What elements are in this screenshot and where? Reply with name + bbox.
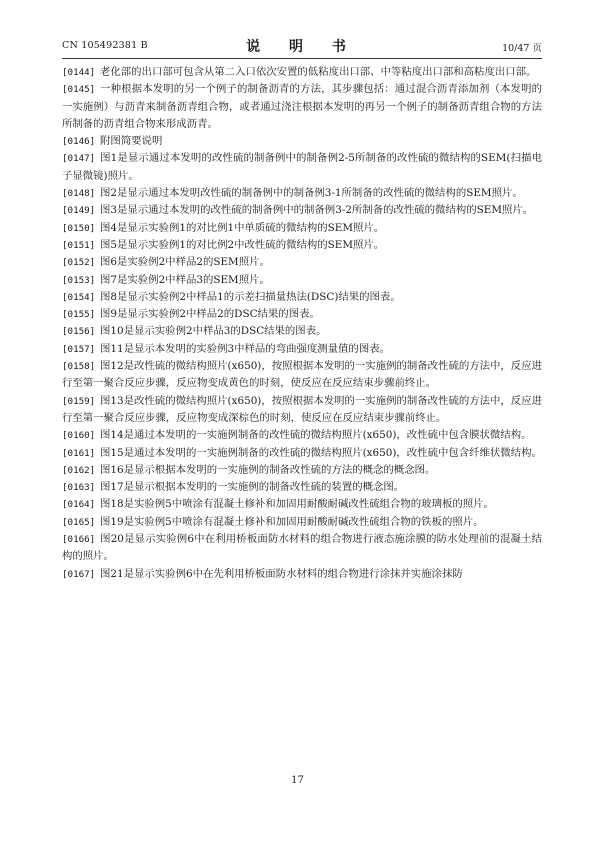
paragraph [62, 202, 542, 219]
page-header [62, 36, 542, 56]
paragraph-number: [0146] [62, 136, 96, 148]
paragraph-text: 图10是显示实验例2中样品3的DSC结果的图表。 [100, 325, 327, 338]
paragraph [62, 531, 542, 566]
paragraph [62, 393, 542, 428]
paragraph-text: 图19是实验例5中喷涂有混凝土修补和加固用耐酸耐碱改性硫组合物的铁板的照片。 [100, 515, 484, 528]
paragraph-number: [0167] [62, 568, 96, 580]
paragraph [62, 514, 542, 531]
paragraph-number: [0164] [62, 499, 96, 511]
paragraph [62, 220, 542, 237]
paragraph [62, 185, 542, 202]
paragraph [62, 254, 542, 271]
paragraph-text: 图7是实验例2中样品3的SEM照片。 [100, 273, 270, 286]
paragraph-text: 图9是显示实验例2中样品2的DSC结果的图表。 [100, 308, 320, 321]
paragraph [62, 566, 542, 583]
paragraph-text: 图20是显示实验例6中在利用桥板面防水材料的组合物进行液态施涂膜的防水处理前的混凝土结构的照片。 [62, 533, 542, 563]
paragraph-number: [0166] [62, 534, 96, 546]
paragraph-text: 图2是显示通过本发明改性硫的制备例中的制备例3-1所制备的改性硫的微结构的SEM照片。 [100, 187, 523, 200]
patent-number: CN 105492381 B [62, 40, 148, 51]
paragraph-number: [0144] [62, 67, 96, 78]
paragraph [62, 64, 542, 81]
paragraph-number: [0161] [62, 447, 96, 459]
paragraph-text: 图8是显示实验例2中样品1的示差扫描量热法(DSC)结果的图表。 [100, 290, 401, 303]
paragraph [62, 81, 542, 133]
paragraph-text: 图17是显示根据本发明的一实施例的制备改性硫的装置的概念图。 [100, 481, 405, 494]
paragraph-text: 图15是通过本发明的一实施例制备的改性硫的微结构照片(x650)，改性硫中包含纤维状微结构。 [100, 446, 542, 459]
paragraph-text: 图14是通过本发明的一实施例制备的改性硫的微结构照片(x650)，改性硫中包含膜状微结构。 [100, 429, 532, 442]
paragraph-number: [0152] [62, 257, 96, 269]
paragraph [62, 272, 542, 289]
paragraph-number: [0150] [62, 222, 96, 234]
paragraph-number: [0156] [62, 326, 96, 338]
paragraph-number: [0148] [62, 188, 96, 200]
paragraph-number: [0165] [62, 516, 96, 528]
paragraph [62, 289, 542, 306]
paragraph-text: 图13是改性硫的微结构照片(x650)，按照根据本发明的一实施例的制备改性硫的方法中，反应进行至第一聚合反应步骤，反应物变成深棕色的时刻，使反应在反应结束步骤前终止。 [62, 394, 542, 424]
paragraph-text: 图11是显示本发明的实验例3中样品的弯曲强度测量值的图表。 [100, 342, 390, 355]
paragraph-number: [0147] [62, 153, 96, 165]
paragraph [62, 237, 542, 254]
paragraph-number: [0151] [62, 239, 96, 251]
paragraph-number: [0162] [62, 464, 96, 476]
paragraph-text: 图5是显示实验例1的对比例2中改性硫的微结构的SEM照片。 [100, 238, 385, 251]
paragraph [62, 341, 542, 358]
paragraph [62, 496, 542, 513]
paragraph-text: 图16是显示根据本发明的一实施例的制备改性硫的方法的概念的概念图。 [100, 463, 436, 476]
paragraph [62, 150, 542, 185]
paragraph-number: [0158] [62, 361, 96, 373]
paragraph [62, 133, 542, 150]
paragraph-text: 图3是显示通过本发明的改性硫的制备例中的制备例3-2所制备的改性硫的微结构的SEM照片。 [100, 204, 534, 217]
paragraph-text: 附图简要说明 [100, 135, 163, 148]
paragraph [62, 427, 542, 444]
header-divider [62, 58, 542, 59]
paragraph-number: [0155] [62, 309, 96, 321]
paragraph-text: 老化部的出口部可包含从第二入口依次安置的低粘度出口部、中等粘度出口部和高粘度出口部。 [100, 66, 537, 78]
paragraph [62, 306, 542, 323]
paragraph-number: [0149] [62, 205, 96, 217]
paragraph [62, 445, 542, 462]
paragraph-text: 一种根据本发明的另一个例子的制备沥青的方法，其步骤包括：通过混合沥青添加剂（本发明的一实施例）与沥青来制备沥青组合物，或者通过浇注根据本发明的再另一个例子的制备沥青组合物的方法所制备的沥青组合物来形成沥青。 [62, 83, 542, 130]
paragraph-number: [0157] [62, 343, 96, 355]
paragraph [62, 479, 542, 496]
paragraph-text: 图4是显示实验例1的对比例1中单质硫的微结构的SEM照片。 [100, 221, 385, 234]
document-body [62, 64, 542, 583]
paragraph-text: 图12是改性硫的微结构照片(x650)，按照根据本发明的一实施例的制备改性硫的方法中，反应进行至第一聚合反应步骤，反应物变成黄色的时刻，使反应在反应结束步骤前终止。 [62, 360, 542, 390]
paragraph-number: [0159] [62, 395, 96, 407]
page-number: 17 [291, 775, 304, 786]
paragraph-text: 图18是实验例5中喷涂有混凝土修补和加固用耐酸耐碱改性硫组合物的玻璃板的照片。 [100, 498, 494, 511]
paragraph [62, 323, 542, 340]
paragraph-number: [0160] [62, 430, 96, 442]
page-indicator: 10/47 页 [502, 43, 542, 54]
paragraph-number: [0153] [62, 274, 96, 286]
paragraph-number: [0163] [62, 482, 96, 494]
paragraph-number: [0145] [62, 84, 96, 96]
document-title: 说 明 书 [246, 39, 358, 55]
paragraph-text: 图21是显示实验例6中在先利用桥板面防水材料的组合物进行涂抹并实施涂抹防 [100, 567, 463, 580]
paragraph [62, 462, 542, 479]
paragraph-text: 图1是显示通过本发明的改性硫的制备例中的制备例2-5所制备的改性硫的微结构的SEM(扫描电子显微镜)照片。 [62, 152, 542, 182]
paragraph [62, 358, 542, 393]
paragraph-text: 图6是实验例2中样品2的SEM照片。 [100, 256, 270, 269]
paragraph-number: [0154] [62, 291, 96, 303]
